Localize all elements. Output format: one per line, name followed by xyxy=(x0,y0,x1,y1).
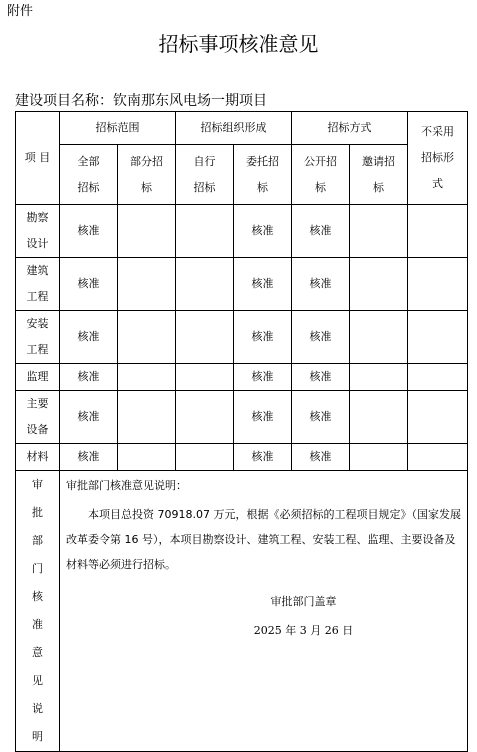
cell-none xyxy=(408,258,468,311)
cell-entrust: 核准 xyxy=(234,205,292,258)
table-row xyxy=(16,311,468,364)
cell-none xyxy=(408,391,468,444)
cell-entrust: 核准 xyxy=(234,258,292,311)
cell-partial xyxy=(118,258,176,311)
header-invite: 邀请招标 xyxy=(350,145,408,205)
header-self: 自行招标 xyxy=(176,145,234,205)
table-row xyxy=(16,205,468,258)
cell-open: 核准 xyxy=(292,258,350,311)
cell-none xyxy=(408,311,468,364)
attachment-label: 附件 xyxy=(7,4,34,19)
cell-open: 核准 xyxy=(292,444,350,471)
cell-self xyxy=(176,444,234,471)
cell-self xyxy=(176,205,234,258)
cell-full: 核准 xyxy=(60,391,118,444)
row-label: 勘察设计 xyxy=(16,205,60,258)
approval-body: 本项目总投资 70918.07 万元，根据《必须招标的工程项目规定》（国家发展改革委令第 16 号），本项目勘察设计、建筑工程、安装工程、监理、主要设备及材料等必须进行招标。 xyxy=(66,508,461,571)
cell-partial xyxy=(118,391,176,444)
table-row xyxy=(16,391,468,444)
approval-label: 审批部门核准意见说明 xyxy=(16,471,60,752)
cell-invite xyxy=(350,391,408,444)
approval-seal: 审批部门盖章 xyxy=(270,595,337,608)
cell-none xyxy=(408,364,468,391)
header-partial: 部分招标 xyxy=(118,145,176,205)
cell-open: 核准 xyxy=(292,311,350,364)
table-row xyxy=(16,444,468,471)
cell-self xyxy=(176,311,234,364)
cell-partial xyxy=(118,311,176,364)
row-label: 主要设备 xyxy=(16,391,60,444)
cell-entrust: 核准 xyxy=(234,444,292,471)
cell-full: 核准 xyxy=(60,311,118,364)
cell-full: 核准 xyxy=(60,258,118,311)
row-label: 安装工程 xyxy=(16,311,60,364)
cell-full: 核准 xyxy=(60,364,118,391)
header-no-tender: 不采用招标形式 xyxy=(408,112,468,205)
document-title: 招标事项核准意见 xyxy=(158,32,319,56)
cell-self xyxy=(176,258,234,311)
table-row xyxy=(16,364,468,391)
header-entrust: 委托招标 xyxy=(234,145,292,205)
cell-invite xyxy=(350,205,408,258)
cell-partial xyxy=(118,444,176,471)
header-organization: 招标组织形成 xyxy=(176,112,292,145)
row-label: 建筑工程 xyxy=(16,258,60,311)
cell-entrust: 核准 xyxy=(234,391,292,444)
header-full: 全部招标 xyxy=(60,145,118,205)
cell-none xyxy=(408,205,468,258)
cell-partial xyxy=(118,364,176,391)
cell-invite xyxy=(350,444,408,471)
cell-none xyxy=(408,444,468,471)
header-project: 项 目 xyxy=(16,112,60,205)
cell-open: 核准 xyxy=(292,364,350,391)
row-label: 材料 xyxy=(16,444,60,471)
approval-note xyxy=(60,471,468,752)
cell-self xyxy=(176,364,234,391)
cell-entrust: 核准 xyxy=(234,364,292,391)
cell-open: 核准 xyxy=(292,205,350,258)
header-open: 公开招标 xyxy=(292,145,350,205)
cell-entrust: 核准 xyxy=(234,311,292,364)
cell-full: 核准 xyxy=(60,205,118,258)
header-scope: 招标范围 xyxy=(60,112,176,145)
cell-partial xyxy=(118,205,176,258)
header-method: 招标方式 xyxy=(292,112,408,145)
cell-full: 核准 xyxy=(60,444,118,471)
approval-heading: 审批部门核准意见说明： xyxy=(66,479,187,492)
cell-self xyxy=(176,391,234,444)
project-name: 建设项目名称：钦南那东风电场一期项目 xyxy=(15,93,267,109)
cell-invite xyxy=(350,311,408,364)
approval-table xyxy=(15,111,468,752)
cell-open: 核准 xyxy=(292,391,350,444)
approval-date: 2025 年 3 月 26 日 xyxy=(253,624,354,637)
table-row xyxy=(16,258,468,311)
row-label: 监理 xyxy=(16,364,60,391)
cell-invite xyxy=(350,258,408,311)
cell-invite xyxy=(350,364,408,391)
